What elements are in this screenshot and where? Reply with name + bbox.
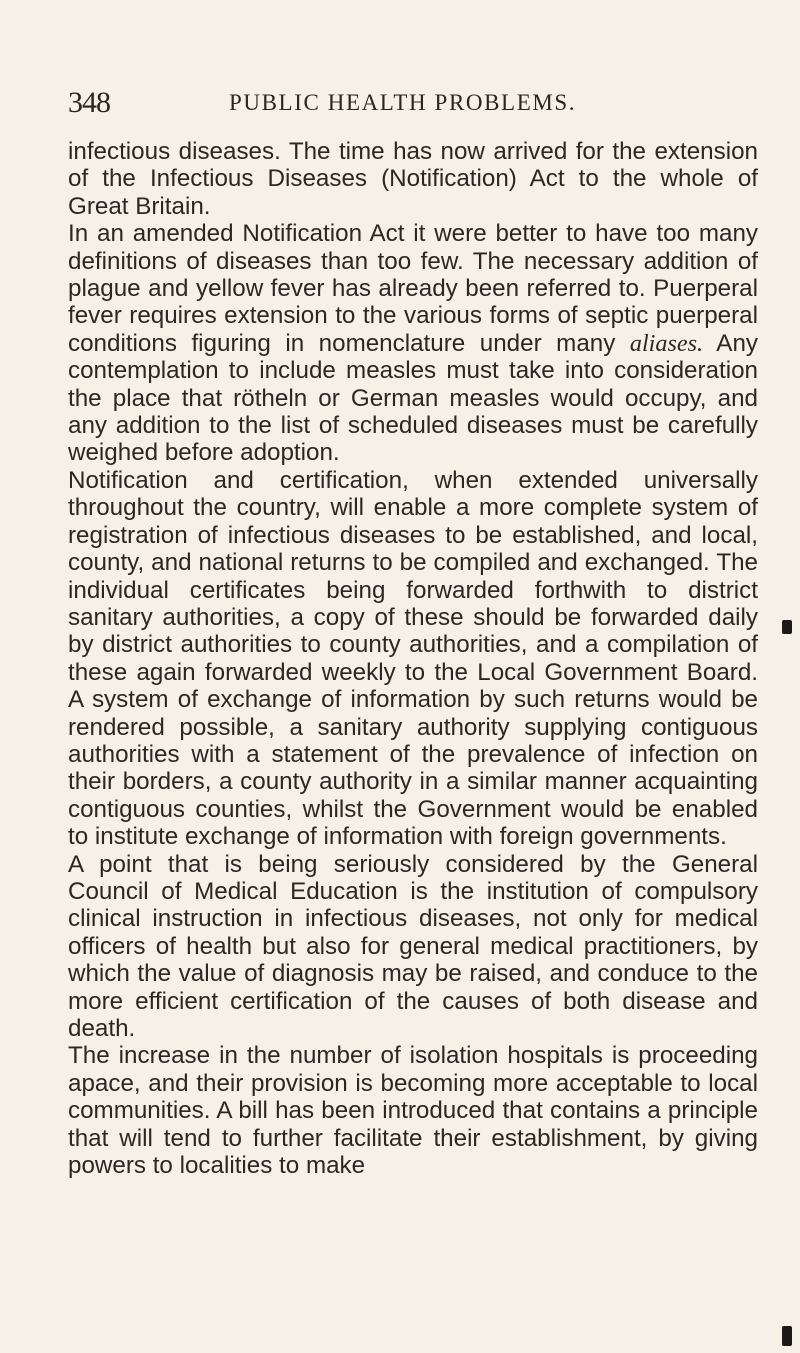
paragraph bbox=[68, 467, 758, 851]
page-number: 348 bbox=[68, 86, 110, 119]
paragraph-text: infectious diseases. The time has now arrived for the extension of the Infectious Diseases (Notification) Act to the whole of Great Britain. bbox=[68, 138, 758, 220]
paragraph-text: A point that is being seriously considered by the General Council of Medical Education is the institution of compulsory clinical instruction in infectious diseases, not only for medical officers of health but also for general medical practitioners, by which the value of diagnosis may be raised, and conduce to the more efficient certification of the causes of both disease and death. bbox=[68, 850, 758, 1042]
body-text bbox=[68, 138, 758, 1179]
italic-term: aliases. bbox=[629, 329, 704, 357]
paragraph-text: Notification and certification, when extended universally throughout the country, will enable a more complete system of registration of infectious diseases to be established, and local, county, and national returns to be compiled and exchanged. The individual certificates being forwarded forthwith to district sanitary authorities, a copy of these should be forwarded daily by district authorities to county authorities, and a compilation of these again forwarded weekly to the Local Government Board. A system of exchange of information by such returns would be rendered possible, a sanitary authority supplying contiguous authorities with a statement of the prevalence of infection on their borders, a county authority in a similar manner acquainting contiguous counties, whilst the Government would be enabled to institute exchange of information with foreign governments. bbox=[68, 466, 758, 851]
paragraph bbox=[68, 851, 758, 1043]
running-head: PUBLIC HEALTH PROBLEMS. bbox=[229, 90, 577, 115]
page-header bbox=[68, 86, 758, 122]
paragraph-text: The increase in the number of isolation hospitals is proceeding apace, and their provision is becoming more acceptable to local communities. A bill has been introduced that contains a principle that will tend to further facilitate their establishment, by giving powers to localities to make bbox=[68, 1042, 758, 1180]
paragraph-text: In an amended Notification Act it were better to have too many definitions of diseases than too few. The necessary addition of plague and yellow fever has already been referred to. Puerperal fever requires extension to the various forms of septic puerperal conditions figuring in nomenclature under many bbox=[68, 220, 758, 357]
paragraph bbox=[68, 1042, 758, 1179]
page-edge-mark bbox=[782, 620, 792, 634]
page-edge-mark bbox=[782, 1326, 792, 1346]
paragraph bbox=[68, 220, 758, 467]
paragraph bbox=[68, 138, 758, 220]
paragraph-text: Any contemplation to include measles must take into consideration the place that rötheln or German measles would occupy, and any addition to the list of scheduled diseases must be carefully weighed before adoption. bbox=[68, 329, 758, 467]
